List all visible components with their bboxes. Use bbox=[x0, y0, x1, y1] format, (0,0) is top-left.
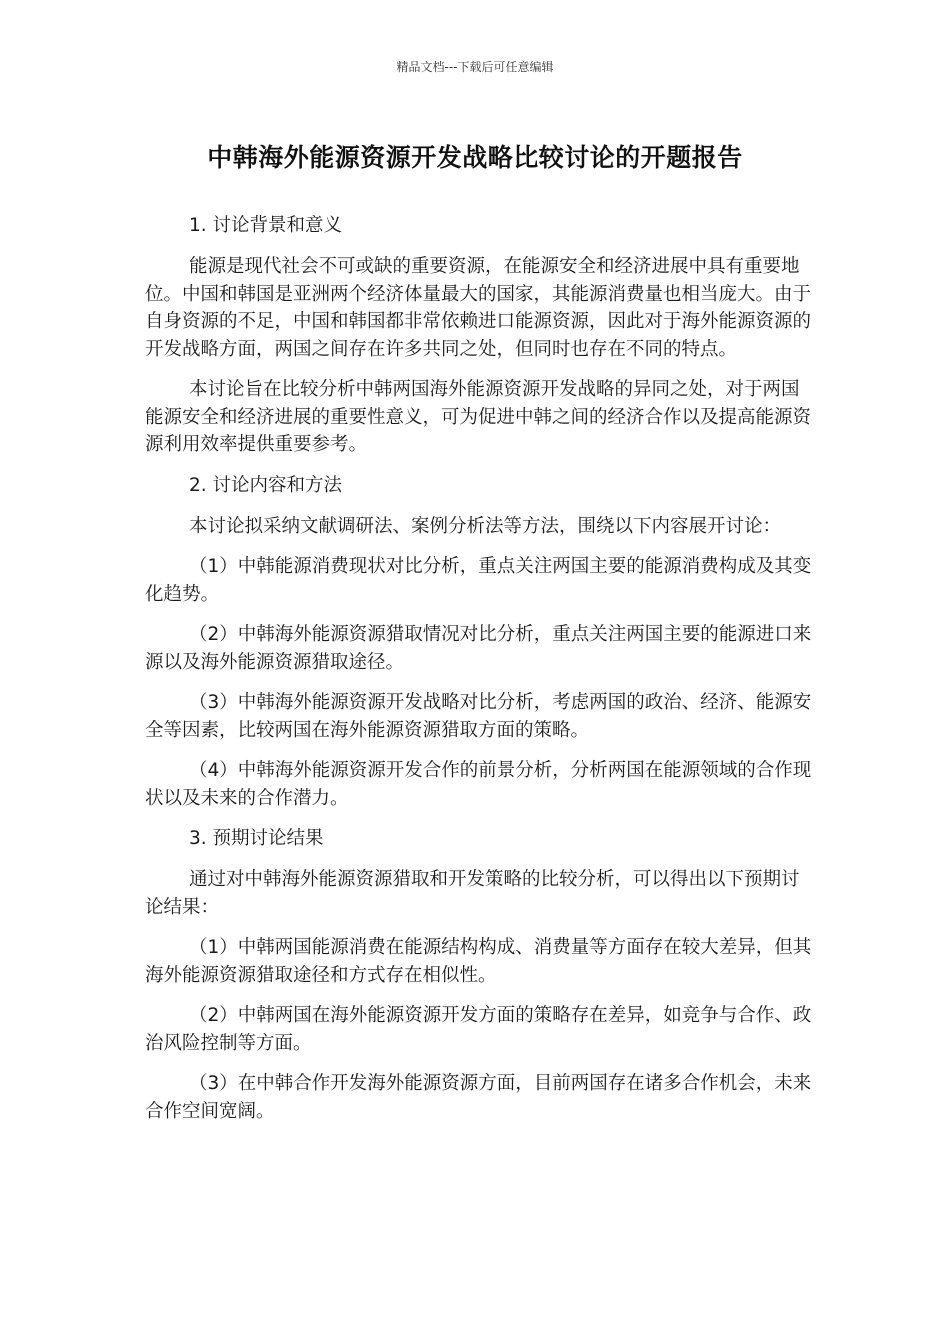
list-item-content-2: （2）中韩海外能源资源猎取情况对比分析，重点关注两国主要的能源进口来源以及海外能源资源猎取途径。 bbox=[145, 624, 812, 673]
list-item-content-3: （3）中韩海外能源资源开发战略对比分析，考虑两国的政治、经济、能源安全等因素，比较两国在海外能源资源猎取方面的策略。 bbox=[145, 692, 812, 741]
list-item-content-1: （1）中韩能源消费现状对比分析，重点关注两国主要的能源消费构成及其变化趋势。 bbox=[145, 556, 812, 605]
paragraph-background-1: 能源是现代社会不可或缺的重要资源，在能源安全和经济进展中具有重要地位。中国和韩国是亚洲两个经济体量最大的国家，其能源消费量也相当庞大。由于自身资源的不足，中国和韩国都非常依赖进口能源资源，因此对于海外能源资源的开发战略方面，两国之间存在许多共同之处，但同时也存在不同的特点。 bbox=[145, 256, 812, 360]
paragraph-background-2: 本讨论旨在比较分析中韩两国海外能源资源开发战略的异同之处，对于两国能源安全和经济进展的重要性意义，可为促进中韩之间的经济合作以及提高能源资源利用效率提供重要参考。 bbox=[145, 379, 812, 455]
list-item-result-3: （3）在中韩合作开发海外能源资源方面，目前两国存在诸多合作机会，未来合作空间宽阔。 bbox=[145, 1073, 812, 1122]
paragraph-results-intro: 通过对中韩海外能源资源猎取和开发策略的比较分析，可以得出以下预期讨论结果： bbox=[145, 869, 800, 918]
paragraph-method-intro: 本讨论拟采纳文献调研法、案例分析法等方法，围绕以下内容展开讨论： bbox=[189, 515, 782, 537]
section-heading-expected-results: 3. 预期讨论结果 bbox=[189, 828, 324, 849]
header-note: 精品文档---下载后可任意编辑 bbox=[396, 60, 554, 74]
document-body bbox=[145, 212, 813, 1138]
document-title: 中韩海外能源资源开发战略比较讨论的开题报告 bbox=[207, 143, 743, 172]
section-heading-content-method: 2. 讨论内容和方法 bbox=[189, 474, 343, 496]
section-heading-background: 1. 讨论背景和意义 bbox=[189, 215, 343, 236]
list-item-content-4: （4）中韩海外能源资源开发合作的前景分析，分析两国在能源领域的合作现状以及未来的合作潜力。 bbox=[145, 760, 812, 809]
list-item-result-2: （2）中韩两国在海外能源资源开发方面的策略存在差异，如竞争与合作、政治风险控制等方面。 bbox=[145, 1005, 812, 1054]
list-item-result-1: （1）中韩两国能源消费在能源结构构成、消费量等方面存在较大差异，但其海外能源资源猎取途径和方式存在相似性。 bbox=[145, 937, 812, 986]
